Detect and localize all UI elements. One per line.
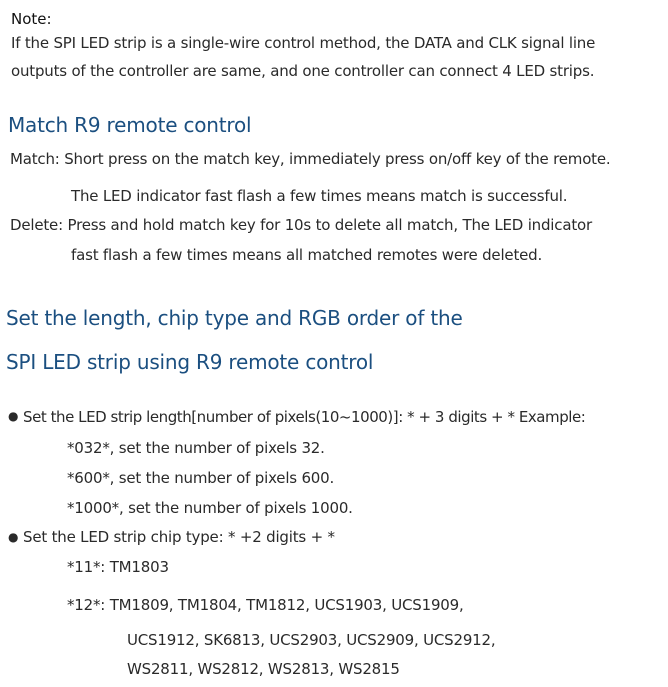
note-title: Note: xyxy=(11,10,52,28)
length-line: Set the LED strip length[number of pixels(10~1000)]: * + 3 digits + * Example: xyxy=(23,408,586,426)
set-heading-line-2: SPI LED strip using R9 remote control xyxy=(6,350,374,374)
chip-bullet: ● xyxy=(8,530,19,544)
length-example-3: *1000*, set the number of pixels 1000. xyxy=(67,499,353,517)
chip-11: *11*: TM1803 xyxy=(67,558,169,576)
match-line-2: The LED indicator fast flash a few times means match is successful. xyxy=(71,187,568,205)
note-line-2: outputs of the controller are same, and one controller can connect 4 LED strips. xyxy=(11,62,595,80)
match-heading: Match R9 remote control xyxy=(8,113,252,137)
note-line-1: If the SPI LED strip is a single-wire control method, the DATA and CLK signal line xyxy=(11,34,596,52)
length-example-2: *600*, set the number of pixels 600. xyxy=(67,469,335,487)
chip-12-line-2: UCS1912, SK6813, UCS2903, UCS2909, UCS2912, xyxy=(127,631,496,649)
chip-12-line-3: WS2811, WS2812, WS2813, WS2815 xyxy=(127,660,400,678)
delete-line-2: fast flash a few times means all matched remotes were deleted. xyxy=(71,246,543,264)
length-example-1: *032*, set the number of pixels 32. xyxy=(67,439,325,457)
length-bullet: ● xyxy=(8,409,19,423)
chip-line: Set the LED strip chip type: * +2 digits + * xyxy=(23,528,335,546)
chip-12-line-1: *12*: TM1809, TM1804, TM1812, UCS1903, UCS1909, xyxy=(67,596,464,614)
match-line-1: Match: Short press on the match key, immediately press on/off key of the remote. xyxy=(10,150,611,168)
set-heading-line-1: Set the length, chip type and RGB order of the xyxy=(6,306,463,330)
delete-line-1: Delete: Press and hold match key for 10s to delete all match, The LED indicator xyxy=(10,216,592,234)
